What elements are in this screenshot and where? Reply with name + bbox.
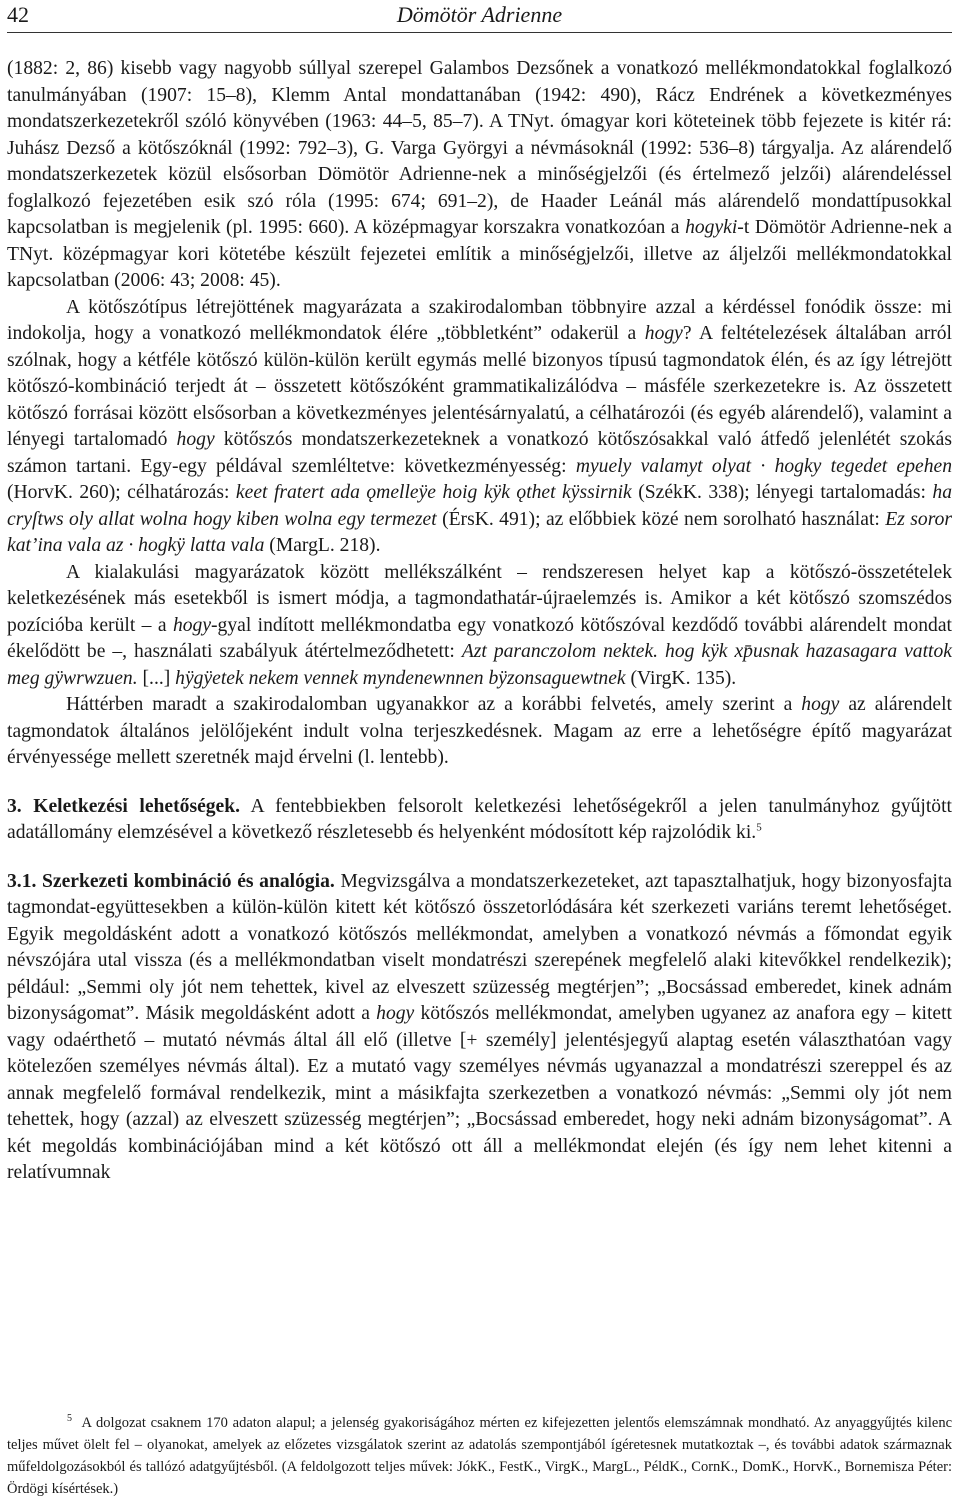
paragraph-1: (1882: 2, 86) kisebb vagy nagyobb súllyal szerepel Galambos Dezsőnek a vonatkozó mellékmondatokkal foglalkozó tanulmányában (1907: 15–8), Klemm Antal mondattanában (1942: 490), Rácz Endrének a következményes mondatszerkezetekről szóló könyvében (1963: 44–5, 85–7). A TNyt. ómagyar kori köteteinek több fejezete is kitér rá: Juhász Dezső a kötőszóknál (1992: 792–3), G. Varga Györgyi a névmásoknál (1992: 536–8) tárgyalja. Az alárendelő mondatszerkezetek közül elsősorban Dömötör Adrienne-nek a minőségjelzői (és értelmező jelzői) alárendeléssel foglalkozó fejezetében esik szó róla (1995: 674; 691–2), de Haader Leánál más alárendelő mondattípusokkal kapcsolatban is megjelenik (pl. 1995: 660). A középmagyar korszakra vonatkozóan a hogyki-t Dömötör Adrienne-nek a TNyt. középmagyar kori kötetébe készült fejezetei említik a minőségjelzői, illetve az áljelzői mellékmondatokkal kapcsolatban (2006: 43; 2008: 45).	[7, 58, 952, 291]
section-3-1: 3.1. Szerkezeti kombináció és analógia. Megvizsgálva a mondatszerkezeteket, azt tapasztalhatjuk, hogy bizonyosfajta tagmondat-együttesekben a külön-külön kitett két kötőszó összetorlódására két szerkezeti variáns teremt lehetőséget. Egyik megoldásként adott a vonatkozó kötőszós mellékmondat, amelyben a vonatkozó névmás a főmondat egyik névszójára utal vissza (és a mellékmondatban viselt mondatrészi szerepének megfelelő alaki kitevőkkel rendelkezik); például: „Semmi oly jót nem tehettek, kivel az elveszett szüzesség megtérjen”; „Bocsássad emberedet, kinek adnám bizonyságomat”. Másik megoldásként adott a hogy kötőszós mellékmondat, amelyben ugyanez az anafora egy – kitett vagy odaérthető – mutató névmás által áll elő (illetve [+ személy] jelentésjegyű alaptag esetén választhatóan vagy kötelezően személyes névmás által). Ez a mutató vagy személyes névmás ugyanazzal a mondatrészi szereppel és az annak megfelelő formával rendelkezik, mint a másikfajta szerkezetben a vonatkozó névmás: „Semmi oly jót nem tehettek, hogy (azzal) az elveszett szüzesség megtérjen”; „Bocsássad emberedet, hogy neki adnám bizonyságomat”. A két megoldás kombinációjában mind a két kötőszó ott áll a mellékmondat elején (és így nem lehet kitenni a relatívumnak	[7, 870, 952, 1183]
paragraph-4: Háttérben maradt a szakirodalomban ugyanakkor az a korábbi felvetés, amely szerint a hogy az alárendelt tagmondatok általános jelölőjeként indult volna terjeszkedésnek. Magam az erre a lehetőségre építő magyarázat érvényessége mellett szeretnék majd érvelni (l. lentebb).	[7, 694, 952, 768]
page-number: 42	[7, 2, 29, 27]
body-text	[7, 56, 952, 1187]
section-3-1-heading: 3.1. Szerkezeti kombináció és analógia.	[7, 870, 335, 892]
footnote-number: 5	[67, 1413, 72, 1425]
footnote	[7, 1412, 952, 1500]
paragraph-2: A kötőszótípus létrejöttének magyarázata a szakirodalomban többnyire azzal a kérdéssel fonódik össze: mi indokolja, hogy a vonatkozó mellékmondatok élére „többletként” odakerül a hogy? A feltételezések általában arról szólnak, hogy a kétféle kötőszó külön-külön került egymás mellé bizonyos típusú tagmondatok élén, és az így létrejött kötőszó-kombináció terjedt át – összetett kötőszóként grammatikalizálódva – másféle szerkezetekre is. Az összetett kötőszó forrásai között elsősorban a következményes jelentésárnyalatú, a célhatározói (és egyéb alárendelő), valamint a lényegi tartalomadó hogy kötőszós mondatszerkezeteknek a vonatkozó kötőszósakkal való átfedő jelenlétét szokás számon tartani. Egy-egy példával szemléltetve: következményesség: myuely valamyt olyat · hogky tegedet epehen (HorvK. 260); célhatározás: keet fratert ada ǫmelleÿe hoig kÿk ǫthet kÿssirnik (SzékK. 338); lényegi tartalomadás: ha cryſtws oly allat wolna hogy kiben wolna egy termezet (ÉrsK. 491); az előbbiek közé nem sorolható használat: Ez soror kat’ina vala az · hogkÿ latta vala (MargL. 218).	[7, 296, 953, 556]
section-3: 3. Keletkezési lehetőségek. A fentebbiekben felsorolt keletkezési lehetőségekről a jelen tanulmányhoz gyűjtött adatállomány elemzésével a következő részletesebb és helyenként módosított kép rajzolódik ki.$^5$	[7, 795, 952, 843]
paragraph-3: A kialakulási magyarázatok között mellékszálként – rendszeresen helyet kap a kötőszó-összetételek keletkezésének más esetekből is ismert módja, a tagmondathatár-újraelemzés is. Amikor a két kötőszó szomszédos pozícióba került – a hogy-gyal indított mellékmondatba egy vonatkozó kötőszóval kezdődő további alárendelt mondat ékelődött be –, használati szabályuk átértelmeződhetett: Azt paranczolom nektek. hog kÿk xp̄usnak hazasagara vattok meg gÿwrwzuen. [...] hÿgÿetek nekem vennek myndenewnnen bÿzonsaguewtnek (VirgK. 135).	[7, 561, 952, 689]
footnote-text: A dolgozat csaknem 170 adaton alapul; a jelenség gyakoriságához mérten ez kifejezetten jelentős elemszámnak mondható. Az anyaggyűjtés kilenc teljes művet ölelt fel – olyanokat, amelyek az előzetes vizsgálatok szerint az adatolás szempontjából ígéretesnek mutatkoztak –, és további adatok származnak műfeldolgozásokból és tallózó adatgyűjtésből. (A feldolgozott teljes művek: JókK., FestK., VirgK., MargL., PéldK., CornK., DomK., HorvK., Bornemisza Péter: Ördögi kísértések.)	[7, 1415, 953, 1497]
section-3-heading: 3. Keletkezési lehetőségek.	[7, 795, 241, 817]
running-head-author: Dömötör Adrienne	[396, 2, 563, 27]
footnote-ref: 5	[756, 821, 762, 834]
running-header	[7, 0, 952, 33]
